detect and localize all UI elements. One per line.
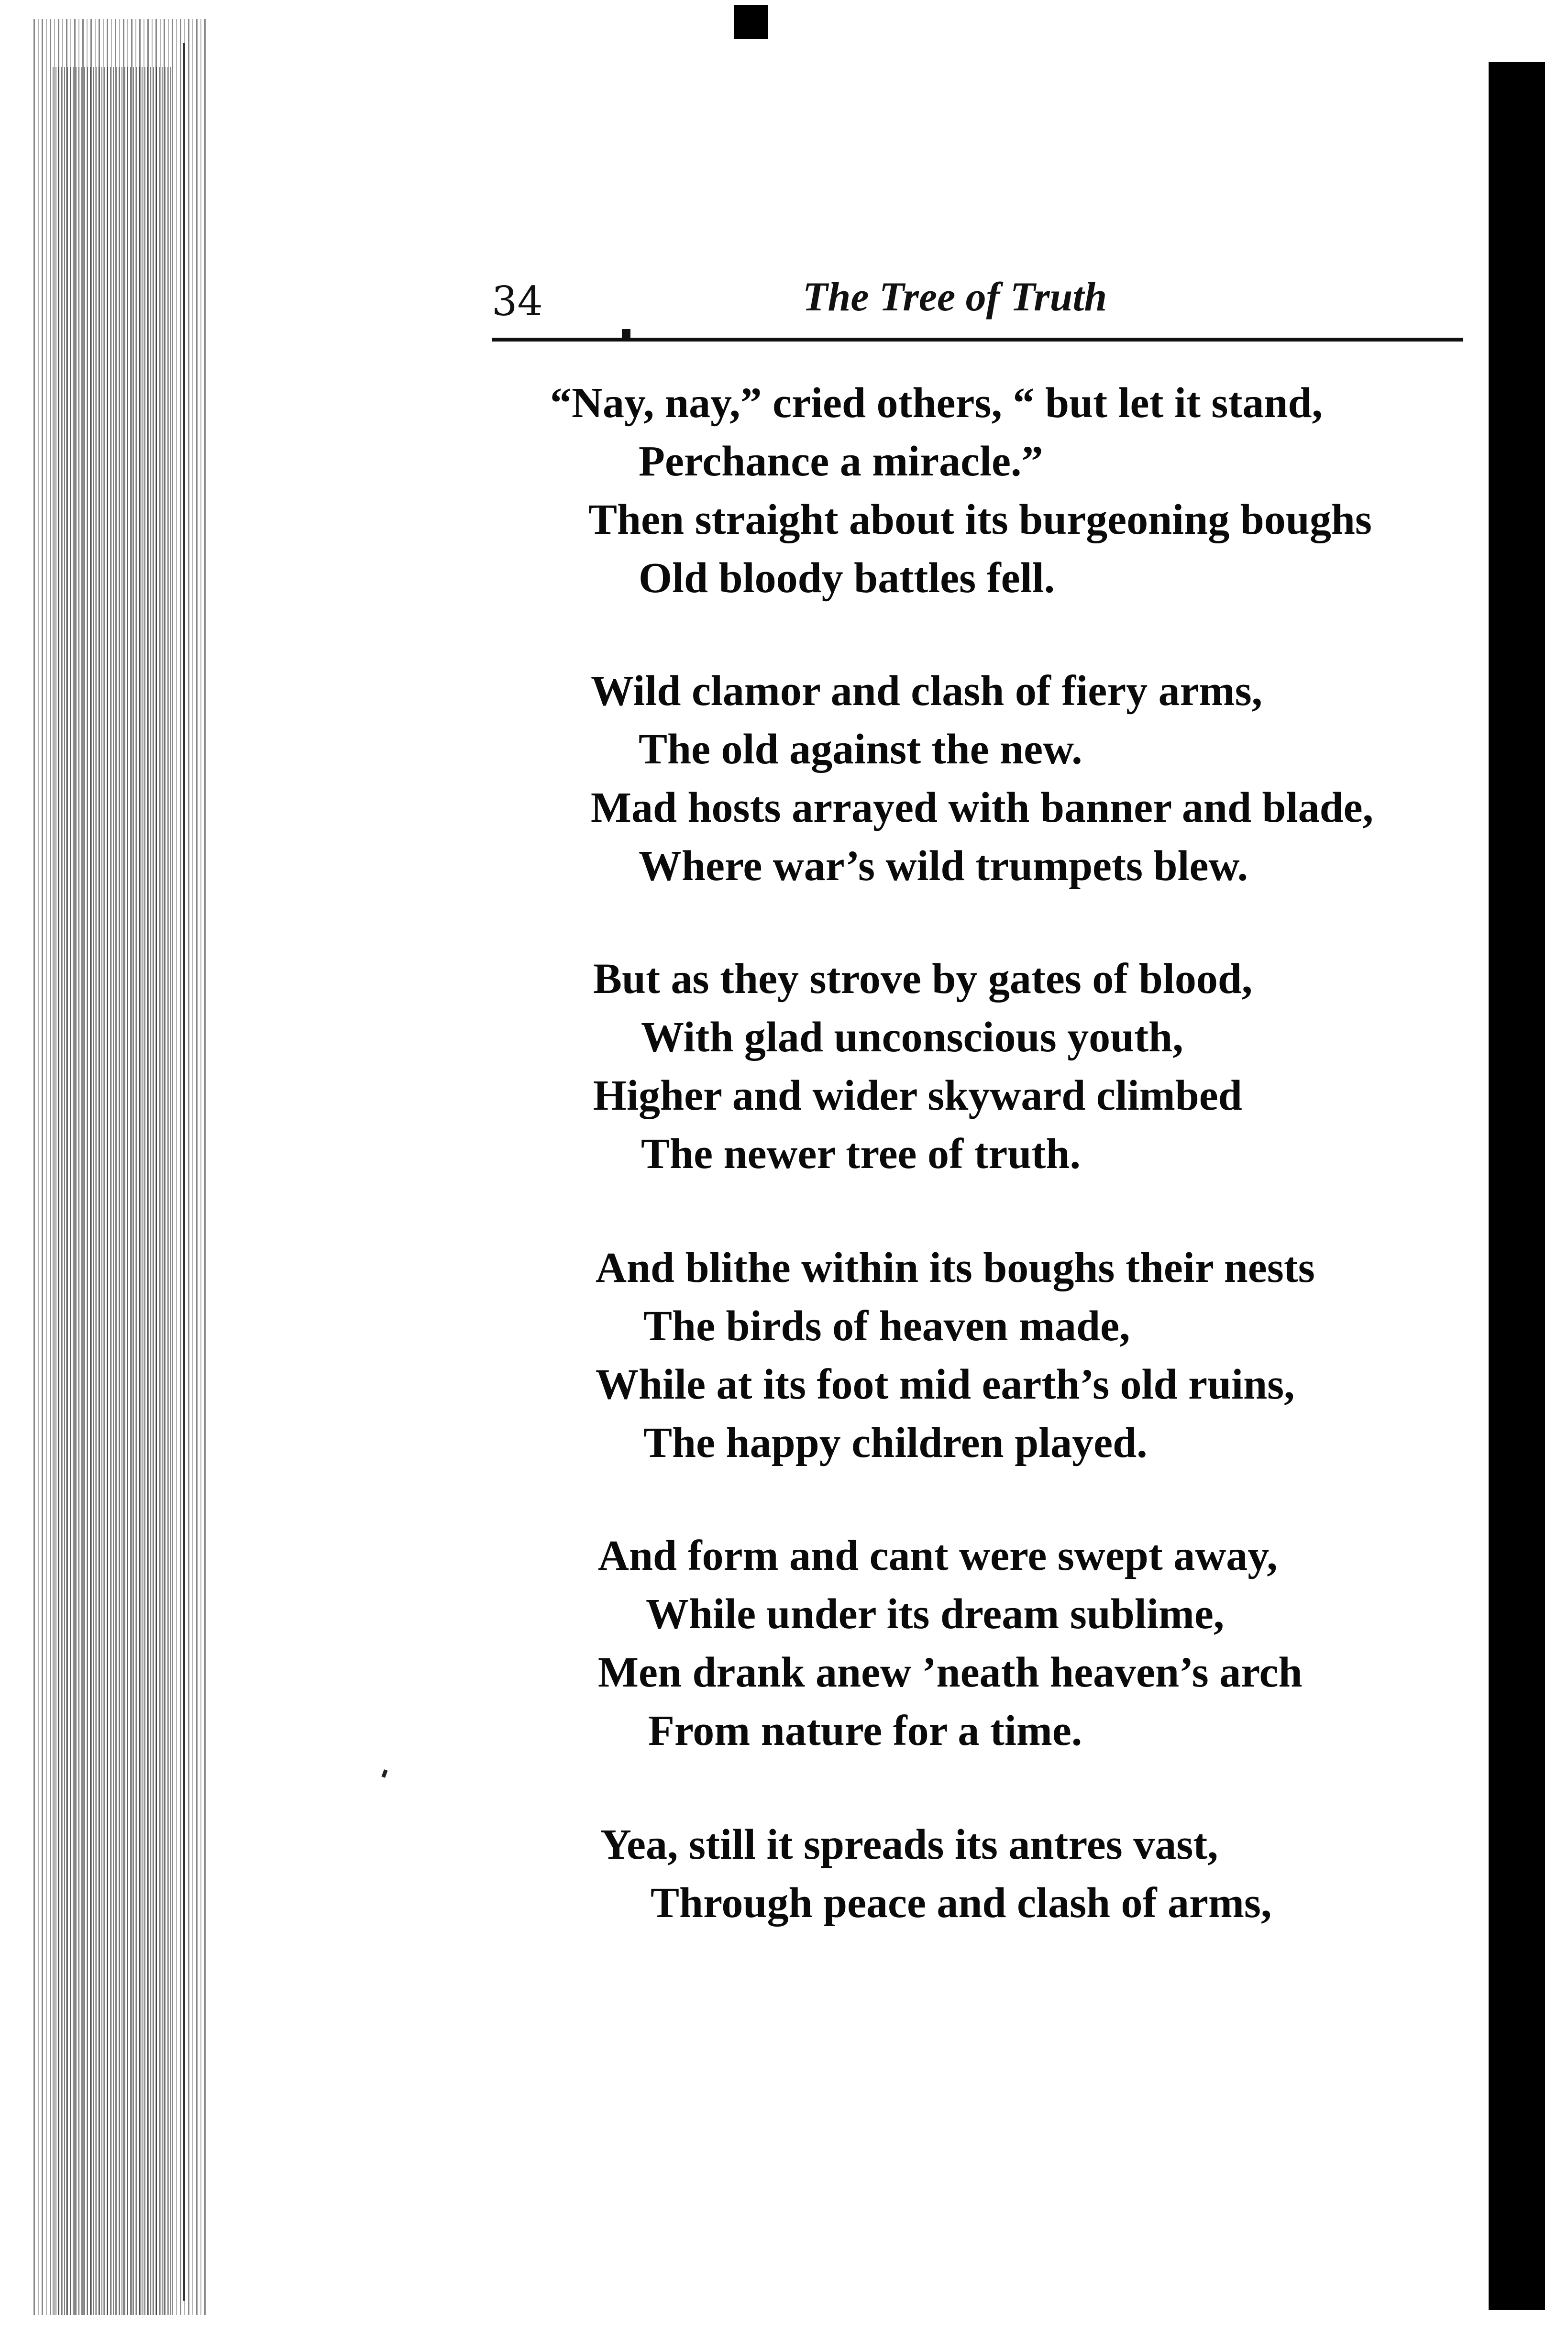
poem-line: From nature for a time.	[648, 1707, 1082, 1754]
poem-line: And form and cant were swept away,	[598, 1532, 1278, 1579]
page-number: 34	[492, 278, 543, 325]
poem-line: “Nay, nay,” cried others, “ but let it stand,	[550, 379, 1323, 427]
header-rule	[492, 338, 1463, 342]
running-title: The Tree of Truth	[803, 274, 1107, 320]
poem-line: But as they strove by gates of blood,	[593, 955, 1253, 1003]
book-binding-shadow	[53, 67, 172, 2315]
poem-line: Yea, still it spreads its antres vast,	[600, 1821, 1218, 1868]
ink-speck	[382, 1769, 388, 1778]
poem-line: Mad hosts arrayed with banner and blade,	[591, 784, 1374, 831]
poem-line: Men drank anew ’neath heaven’s arch	[598, 1649, 1303, 1696]
poem-line: The newer tree of truth.	[641, 1130, 1081, 1178]
page-edge-shadow	[1489, 62, 1545, 2310]
poem-line: The old against the new.	[639, 726, 1082, 773]
poem-line: The birds of heaven made,	[643, 1302, 1130, 1350]
gutter-edge-line	[183, 43, 185, 2301]
poem-line: And blithe within its boughs their nests	[596, 1244, 1315, 1291]
header-rule-mark	[622, 329, 630, 338]
poem-line: Old bloody battles fell.	[639, 554, 1055, 602]
poem-line: With glad unconscious youth,	[641, 1014, 1183, 1061]
poem-line: The happy children played.	[643, 1419, 1148, 1467]
poem-line: Higher and wider skyward climbed	[593, 1072, 1242, 1119]
scan-registration-mark	[734, 5, 768, 39]
poem-line: Through peace and clash of arms,	[651, 1879, 1272, 1927]
poem-line: While under its dream sublime,	[646, 1590, 1225, 1638]
poem-line: While at its foot mid earth’s old ruins,	[596, 1361, 1295, 1408]
page-header	[492, 268, 1463, 335]
poem-line: Where war’s wild trumpets blew.	[639, 842, 1248, 890]
poem-line: Then straight about its burgeoning boughs	[588, 496, 1372, 543]
poem-line: Wild clamor and clash of fiery arms,	[591, 667, 1263, 715]
poem-line: Perchance a miracle.”	[639, 438, 1043, 485]
